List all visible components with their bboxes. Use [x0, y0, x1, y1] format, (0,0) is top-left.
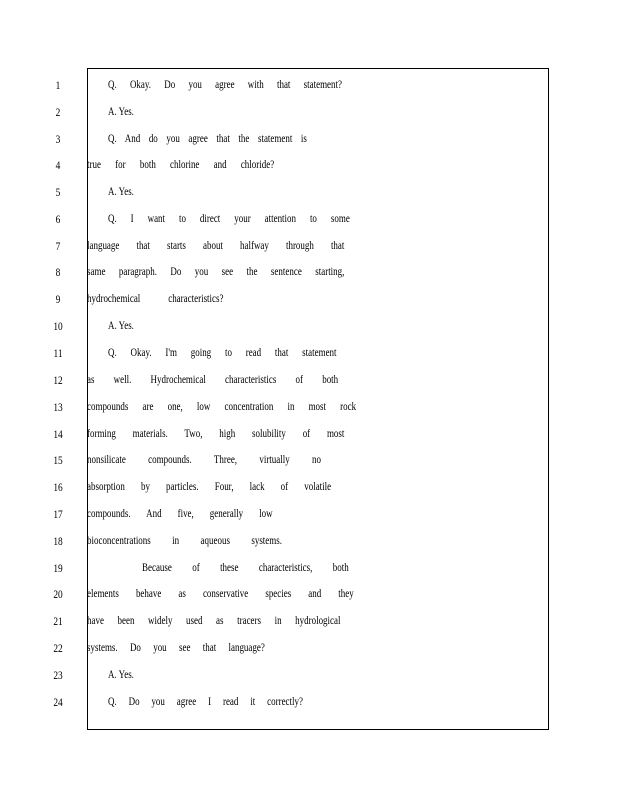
- line-number: 7: [55, 239, 61, 253]
- line-number: 16: [53, 480, 63, 494]
- line-number: 19: [53, 561, 63, 575]
- line-number: 6: [55, 212, 61, 226]
- transcript-line: [0, 289, 618, 309]
- line-number: 10: [53, 319, 63, 333]
- transcript-line: [0, 129, 618, 149]
- line-number: 2: [55, 105, 61, 119]
- line-number: 21: [53, 614, 63, 628]
- line-text: language that starts about halfway through that: [87, 240, 345, 252]
- line-text: A. Yes.: [108, 106, 134, 118]
- line-number: 17: [53, 507, 63, 521]
- line-text: elements behave as conservative species and they: [87, 588, 354, 600]
- line-number: 18: [53, 534, 63, 548]
- line-text: Q. Do you agree I read it correctly?: [108, 696, 303, 708]
- transcript-line: [0, 665, 618, 685]
- transcript-line: [0, 236, 618, 256]
- transcript-line: [0, 692, 618, 712]
- line-text: have been widely used as tracers in hydrological: [87, 615, 341, 627]
- line-text: hydrochemical characteristics?: [87, 293, 224, 305]
- line-text: compounds. And five, generally low: [87, 508, 273, 520]
- line-number: 22: [53, 641, 63, 655]
- line-text: Q. Okay. Do you agree with that statement?: [108, 79, 342, 91]
- line-text: Q. And do you agree that the statement is: [108, 133, 307, 145]
- line-number: 9: [55, 292, 61, 306]
- line-text: A. Yes.: [108, 669, 134, 681]
- line-text: as well. Hydrochemical characteristics of both: [87, 374, 339, 386]
- line-text: Because of these characteristics, both: [142, 562, 349, 574]
- transcript-line: [0, 584, 618, 604]
- transcript-line: [0, 316, 618, 336]
- transcript-line: [0, 477, 618, 497]
- line-text: bioconcentrations in aqueous systems.: [87, 535, 282, 547]
- line-text: Q. Okay. I'm going to read that statement: [108, 347, 337, 359]
- transcript-line: [0, 397, 618, 417]
- transcript-line: [0, 343, 618, 363]
- line-text: absorption by particles. Four, lack of volatile: [87, 481, 332, 493]
- line-number: 11: [53, 346, 63, 360]
- line-number: 5: [55, 185, 61, 199]
- line-text: forming materials. Two, high solubility of most: [87, 428, 345, 440]
- line-number: 15: [53, 453, 63, 467]
- transcript-line: [0, 182, 618, 202]
- line-text: nonsilicate compounds. Three, virtually no: [87, 454, 321, 466]
- line-text: Q. I want to direct your attention to some: [108, 213, 350, 225]
- line-number: 12: [53, 373, 63, 387]
- line-number: 8: [55, 265, 61, 279]
- line-text: true for both chlorine and chloride?: [87, 159, 275, 171]
- line-text: systems. Do you see that language?: [87, 642, 265, 654]
- transcript-line: [0, 611, 618, 631]
- transcript-line: [0, 262, 618, 282]
- line-text: A. Yes.: [108, 320, 134, 332]
- transcript-line: [0, 531, 618, 551]
- line-number: 3: [55, 132, 61, 146]
- transcript-line: [0, 504, 618, 524]
- line-number: 1: [55, 78, 61, 92]
- line-number: 13: [53, 400, 63, 414]
- transcript-line: [0, 450, 618, 470]
- transcript-line: [0, 558, 618, 578]
- line-number: 14: [53, 427, 63, 441]
- transcript-line: [0, 424, 618, 444]
- line-text: compounds are one, low concentration in most rock: [87, 401, 357, 413]
- transcript-line: [0, 102, 618, 122]
- line-number: 4: [55, 158, 61, 172]
- transcript-line: [0, 209, 618, 229]
- transcript-line: [0, 75, 618, 95]
- line-number: 24: [53, 695, 63, 709]
- line-number: 20: [53, 587, 63, 601]
- transcript-line: [0, 638, 618, 658]
- line-text: A. Yes.: [108, 186, 134, 198]
- line-text: same paragraph. Do you see the sentence starting,: [87, 266, 345, 278]
- line-number: 23: [53, 668, 63, 682]
- transcript-line: [0, 155, 618, 175]
- transcript-line: [0, 370, 618, 390]
